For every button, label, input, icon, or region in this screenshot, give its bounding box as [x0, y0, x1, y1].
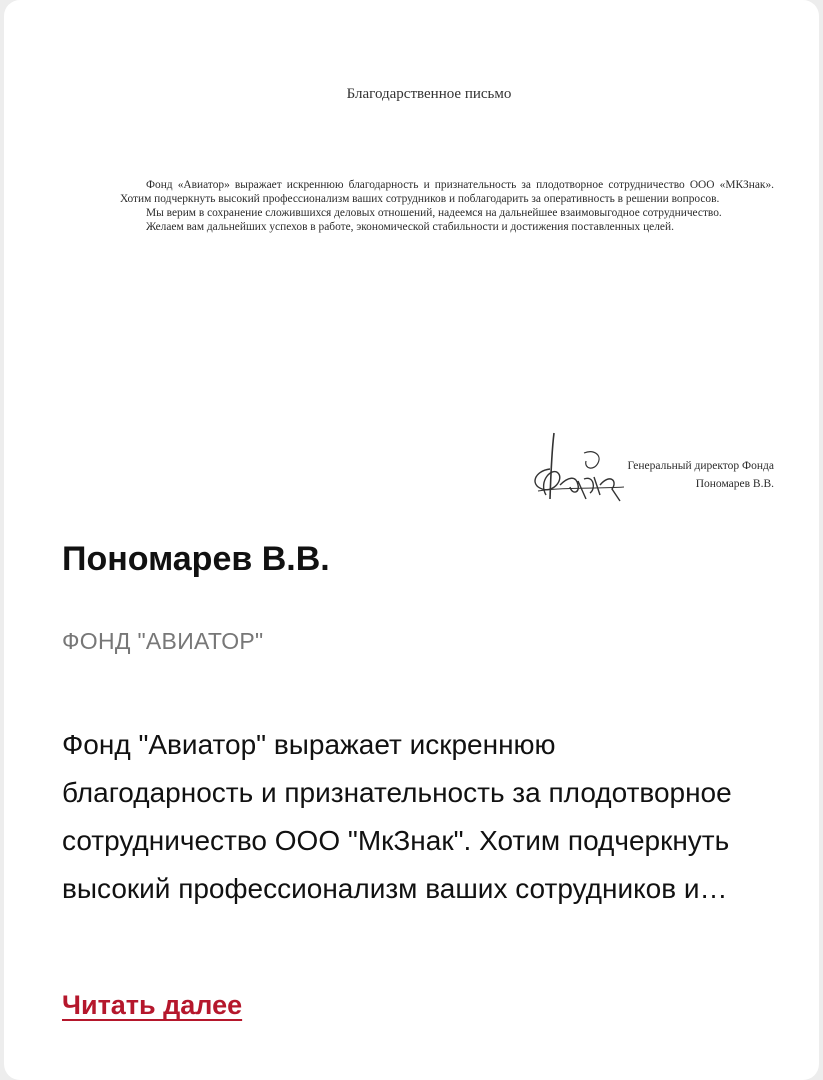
- letter-title: Благодарственное письмо: [346, 86, 512, 102]
- signer-name: Пономарев В.В.: [695, 478, 774, 490]
- letter-paragraph: Желаем вам дальнейших успехов в работе, экономической стабильности и достижения поставленных целей.: [146, 221, 674, 233]
- letter-paragraph: Мы верим в сохранение сложившихся деловых отношений, надеемся на дальнейшее взаимовыгодное сотрудничество.: [146, 207, 722, 219]
- testimonial-card: [4, 0, 819, 1080]
- letter-scan[interactable]: [44, 0, 804, 520]
- reviewer-name: Пономарев В.В.: [62, 540, 330, 578]
- review-excerpt: Фонд "Авиатор" выражает искреннюю благодарность и признательность за плодотворное сотрудничество ООО "МкЗнак". Хотим подчеркнуть высокий профессионализм ваших сотрудников и…: [62, 729, 732, 904]
- read-more-link[interactable]: Читать далее: [62, 990, 243, 1020]
- letter-signature-block: [524, 455, 788, 519]
- reviewer-organization: ФОНД "АВИАТОР": [62, 628, 264, 654]
- handwritten-signature: [524, 429, 634, 513]
- letter-body: [120, 178, 774, 234]
- signer-info: [628, 457, 774, 493]
- signer-position: Генеральный директор Фонда: [627, 460, 774, 472]
- letter-paragraph: Фонд «Авиатор» выражает искреннюю благодарность и признательность за плодотворное сотрудничество ООО «МКЗнак». Хотим подчеркнуть высокий профессионализм ваших сотрудников и поблагодарить за оперативность в решении вопросов.: [120, 179, 774, 205]
